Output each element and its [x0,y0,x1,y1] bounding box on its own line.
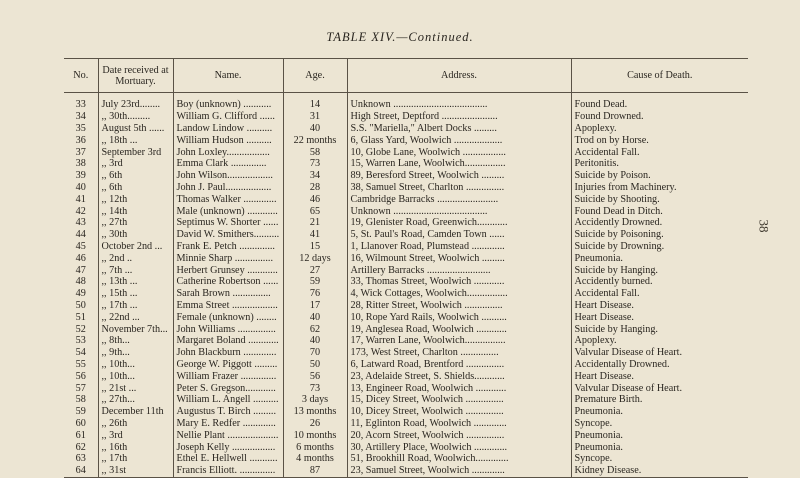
cell-no: 39 [75,170,86,182]
cell-no: 43 [75,217,86,229]
cell-no: 60 [75,417,86,429]
cell-age: 62 [283,323,347,335]
cell-date: ,, 3rd [98,429,173,441]
cell-address: 23, Samuel Street, Woolwich ............. [347,465,571,477]
cell-cause: Syncope. [571,418,748,430]
cell-name: John Loxley................. [173,146,283,158]
table-row [64,347,748,359]
cell-age: 27 [283,264,347,276]
table-row [64,418,748,430]
table-row [64,205,748,217]
cell-cause: Heart Disease. [571,370,748,382]
cell-date: September 3rd [98,146,173,158]
table-row [64,264,748,276]
cell-cause: Pneumonia. [571,406,748,418]
page-number: 38 [756,219,772,233]
table-row [64,370,748,382]
cell-age: 28 [283,182,347,194]
cell-age: 40 [283,335,347,347]
cell-name: Herbert Grunsey ............ [173,264,283,276]
cell-date: ,, 6th [98,170,173,182]
cell-address: 30, Artillery Place, Woolwich ............. [347,441,571,453]
cell-name: Joseph Kelly ................. [173,441,283,453]
table-row [64,193,748,205]
cell-age: 34 [283,170,347,182]
cell-name: Augustus T. Birch ......... [173,406,283,418]
cell-date: ,, 2nd .. [98,252,173,264]
cell-cause: Pneumonia. [571,252,748,264]
cell-cause: Pneumonia. [571,441,748,453]
cell-no: 34 [75,111,86,123]
cell-no: 62 [75,441,86,453]
table-row [64,453,748,465]
table-row [64,335,748,347]
cell-name: David W. Smithers.......... [173,229,283,241]
cell-name: Minnie Sharp ............... [173,252,283,264]
cell-no: 38 [75,158,86,170]
table-row [64,300,748,312]
cell-cause: Found Dead in Ditch. [571,205,748,217]
cell-age: 59 [283,276,347,288]
cell-cause: Kidney Disease. [571,465,748,477]
cell-name: Septimus W. Shorter ...... [173,217,283,229]
table-row [64,123,748,135]
cell-age: 40 [283,123,347,135]
cell-name: Thomas Walker ............. [173,193,283,205]
cell-name: George W. Piggott ......... [173,359,283,371]
cell-cause: Premature Birth. [571,394,748,406]
cell-cause: Heart Disease. [571,300,748,312]
cell-date: August 5th ...... [98,123,173,135]
cell-name: Emma Street .................. [173,300,283,312]
cell-date: ,, 7th ... [98,264,173,276]
cell-date: ,, 30th......... [98,111,173,123]
cell-cause: Suicide by Poisoning. [571,229,748,241]
cell-date: October 2nd ... [98,241,173,253]
cell-no: 37 [75,146,86,158]
cell-no: 40 [75,181,86,193]
cell-name: Emma Clark .............. [173,158,283,170]
cell-date: ,, 6th [98,182,173,194]
table-row [64,323,748,335]
cell-address: 28, Ritter Street, Woolwich ............... [347,300,571,312]
cell-age: 13 months [283,406,347,418]
cell-address: 10, Dicey Street, Woolwich ............... [347,406,571,418]
cell-no: 63 [75,453,86,465]
cell-address: 15, Warren Lane, Woolwich................ [347,158,571,170]
cell-address: 173, West Street, Charlton ............... [347,347,571,359]
cell-name: Mary E. Redfer ............. [173,418,283,430]
cell-no: 54 [75,347,86,359]
header-row [64,59,748,93]
cell-date: ,, 12th [98,193,173,205]
cell-age: 73 [283,382,347,394]
cell-cause: Accidentally Drowned. [571,359,748,371]
cell-name: Female (unknown) ........ [173,311,283,323]
cell-cause: Suicide by Poison. [571,170,748,182]
table-row [64,311,748,323]
cell-cause: Valvular Disease of Heart. [571,347,748,359]
cell-address: 51, Brookhill Road, Woolwich............. [347,453,571,465]
cell-date: ,, 22nd ... [98,311,173,323]
cell-age: 31 [283,111,347,123]
cell-age: 26 [283,418,347,430]
cell-address: 19, Glenister Road, Greenwich............ [347,217,571,229]
cell-no: 59 [75,406,86,418]
table-row [64,217,748,229]
cell-cause: Apoplexy. [571,335,748,347]
table-row [64,252,748,264]
cell-no: 52 [75,323,86,335]
table-row [64,170,748,182]
cell-no: 57 [75,382,86,394]
cell-address: 23, Adelaide Street, S. Shields............ [347,370,571,382]
cell-name: Sarah Brown ............... [173,288,283,300]
table-row [64,382,748,394]
cell-date: ,, 16th [98,441,173,453]
cell-age: 50 [283,359,347,371]
header-cause: Cause of Death. [571,59,748,93]
cell-cause: Suicide by Drowning. [571,241,748,253]
cell-address: S.S. "Mariella," Albert Docks ......... [347,123,571,135]
cell-age: 41 [283,229,347,241]
cell-address: 15, Dicey Street, Woolwich ............... [347,394,571,406]
cell-age: 65 [283,205,347,217]
cell-age: 58 [283,146,347,158]
cell-cause: Peritonitis. [571,158,748,170]
cell-age: 46 [283,193,347,205]
cell-no: 45 [75,240,86,252]
cell-cause: Valvular Disease of Heart. [571,382,748,394]
cell-address: 1, Llanover Road, Plumstead ............. [347,241,571,253]
table-row [64,146,748,158]
cell-cause: Accidently Drowned. [571,217,748,229]
cell-no: 56 [75,370,86,382]
cell-age: 56 [283,370,347,382]
cell-age: 10 months [283,429,347,441]
cell-address: 6, Glass Yard, Woolwich ................... [347,134,571,146]
cell-address: Cambridge Barracks ........................ [347,193,571,205]
cell-no: 41 [75,193,86,205]
cell-no: 36 [75,134,86,146]
cell-address: 5, St. Paul's Road, Camden Town ...... [347,229,571,241]
cell-no: 61 [75,429,86,441]
cell-address: 17, Warren Lane, Woolwich................ [347,335,571,347]
table-row [64,182,748,194]
table-body [64,93,748,478]
cell-no: 51 [75,311,86,323]
cell-age: 40 [283,311,347,323]
cell-address: 33, Thomas Street, Woolwich ............ [347,276,571,288]
header-name: Name. [173,59,283,93]
cell-cause: Accidently burned. [571,276,748,288]
table-row [64,276,748,288]
cell-age: 6 months [283,441,347,453]
cell-address: Unknown ..................................... [347,99,571,111]
cell-cause: Accidental Fall. [571,288,748,300]
cell-date: ,, 26th [98,418,173,430]
cell-date: ,, 21st ... [98,382,173,394]
cell-cause: Syncope. [571,453,748,465]
cell-address: Artillery Barracks ......................... [347,264,571,276]
cell-address: 16, Wilmount Street, Woolwich ......... [347,252,571,264]
cell-address: 89, Beresford Street, Woolwich ......... [347,170,571,182]
cell-name: Boy (unknown) ........... [173,99,283,111]
cell-no: 58 [75,394,86,406]
cell-cause: Suicide by Shooting. [571,193,748,205]
cell-date: ,, 8th... [98,335,173,347]
cell-age: 15 [283,241,347,253]
cell-no: 53 [75,335,86,347]
cell-date: ,, 14th [98,205,173,217]
cell-no: 64 [64,465,98,477]
cell-date: ,, 9th... [98,347,173,359]
table-row [64,406,748,418]
cell-age: 70 [283,347,347,359]
cell-no: 46 [75,252,86,264]
cell-date: ,, 18th ... [98,134,173,146]
cell-cause: Injuries from Machinery. [571,182,748,194]
cell-address: Unknown ..................................... [347,205,571,217]
cell-date: July 23rd........ [98,99,173,111]
cell-age: 17 [283,300,347,312]
cell-name: Francis Elliott. .............. [173,465,283,477]
cell-date: ,, 17th [98,453,173,465]
cell-address: 38, Samuel Street, Charlton ............... [347,182,571,194]
cell-date: ,, 31st [98,465,173,477]
table-row [64,241,748,253]
cell-name: John Wilson.................. [173,170,283,182]
cell-name: William Frazer .............. [173,370,283,382]
cell-address: 13, Engineer Road, Woolwich ............ [347,382,571,394]
cell-name: William G. Clifford ...... [173,111,283,123]
cell-no: 48 [75,276,86,288]
table-row [64,288,748,300]
cell-no: 42 [75,205,86,217]
cell-name: Catherine Robertson ...... [173,276,283,288]
cell-date: ,, 30th [98,229,173,241]
cell-name: Frank E. Petch .............. [173,241,283,253]
cell-date: ,, 17th ... [98,300,173,312]
table-row [64,429,748,441]
cell-no: 47 [75,264,86,276]
cell-address: High Street, Deptford ...................... [347,111,571,123]
cell-name: William Hudson .......... [173,134,283,146]
table-row [64,441,748,453]
header-age: Age. [283,59,347,93]
header-no: No. [64,59,98,93]
cell-name: William L. Angell .......... [173,394,283,406]
cell-cause: Found Drowned. [571,111,748,123]
cell-address: 4, Wick Cottages, Woolwich................ [347,288,571,300]
cell-cause: Suicide by Hanging. [571,323,748,335]
cell-address: 6, Latward Road, Brentford ............... [347,359,571,371]
cell-cause: Pneumonia. [571,429,748,441]
cell-name: Peter S. Gregson............ [173,382,283,394]
cell-date: November 7th... [98,323,173,335]
cell-name: John Williams ............... [173,323,283,335]
cell-date: ,, 27th... [98,394,173,406]
cell-cause: Heart Disease. [571,311,748,323]
cell-date: ,, 10th... [98,370,173,382]
cell-date: ,, 13th ... [98,276,173,288]
cell-name: Ethel E. Hellwell ........... [173,453,283,465]
cell-no: 50 [75,299,86,311]
cell-date: ,, 27th [98,217,173,229]
cell-name: Landow Lindow .......... [173,123,283,135]
cell-name: Male (unknown) ............ [173,205,283,217]
cell-address: 20, Acorn Street, Woolwich ............... [347,429,571,441]
table-row [64,229,748,241]
cell-date: ,, 10th... [98,359,173,371]
cell-no: 49 [75,288,86,300]
cell-age: 14 [283,99,347,111]
cell-name: Nellie Plant .................... [173,429,283,441]
cell-age: 3 days [283,394,347,406]
cell-date: ,, 3rd [98,158,173,170]
cell-cause: Trod on by Horse. [571,134,748,146]
table-row [64,394,748,406]
cell-cause: Apoplexy. [571,123,748,135]
table-row [64,99,748,111]
cell-name: John J. Paul.................. [173,182,283,194]
cell-name: John Blackburn ............. [173,347,283,359]
cell-age: 73 [283,158,347,170]
cell-address: 19, Anglesea Road, Woolwich ............ [347,323,571,335]
cell-age: 22 months [283,134,347,146]
cell-no: 33 [75,99,86,111]
header-address: Address. [347,59,571,93]
cell-age: 76 [283,288,347,300]
cell-age: 87 [283,465,347,477]
cell-no: 35 [75,122,86,134]
table-title: TABLE XIV.—Continued. [326,30,474,44]
cell-cause: Suicide by Hanging. [571,264,748,276]
table-row [64,134,748,146]
cell-cause: Found Dead. [571,99,748,111]
table-row [64,359,748,371]
cell-name: Margaret Boland ............ [173,335,283,347]
table-row [64,111,748,123]
cell-no: 44 [75,229,86,241]
cell-address: 11, Eglinton Road, Woolwich ............. [347,418,571,430]
header-date: Date received at Mortuary. [98,59,173,93]
table-row [64,158,748,170]
cell-age: 4 months [283,453,347,465]
cell-age: 21 [283,217,347,229]
cell-date: ,, 15th ... [98,288,173,300]
cell-address: 10, Globe Lane, Woolwich ................. [347,146,571,158]
cell-cause: Accidental Fall. [571,146,748,158]
cell-date: December 11th [98,406,173,418]
cell-no: 55 [75,358,86,370]
cell-address: 10, Rope Yard Rails, Woolwich .......... [347,311,571,323]
cell-age: 12 days [283,252,347,264]
mortuary-table [64,58,748,478]
table-row [64,465,748,477]
